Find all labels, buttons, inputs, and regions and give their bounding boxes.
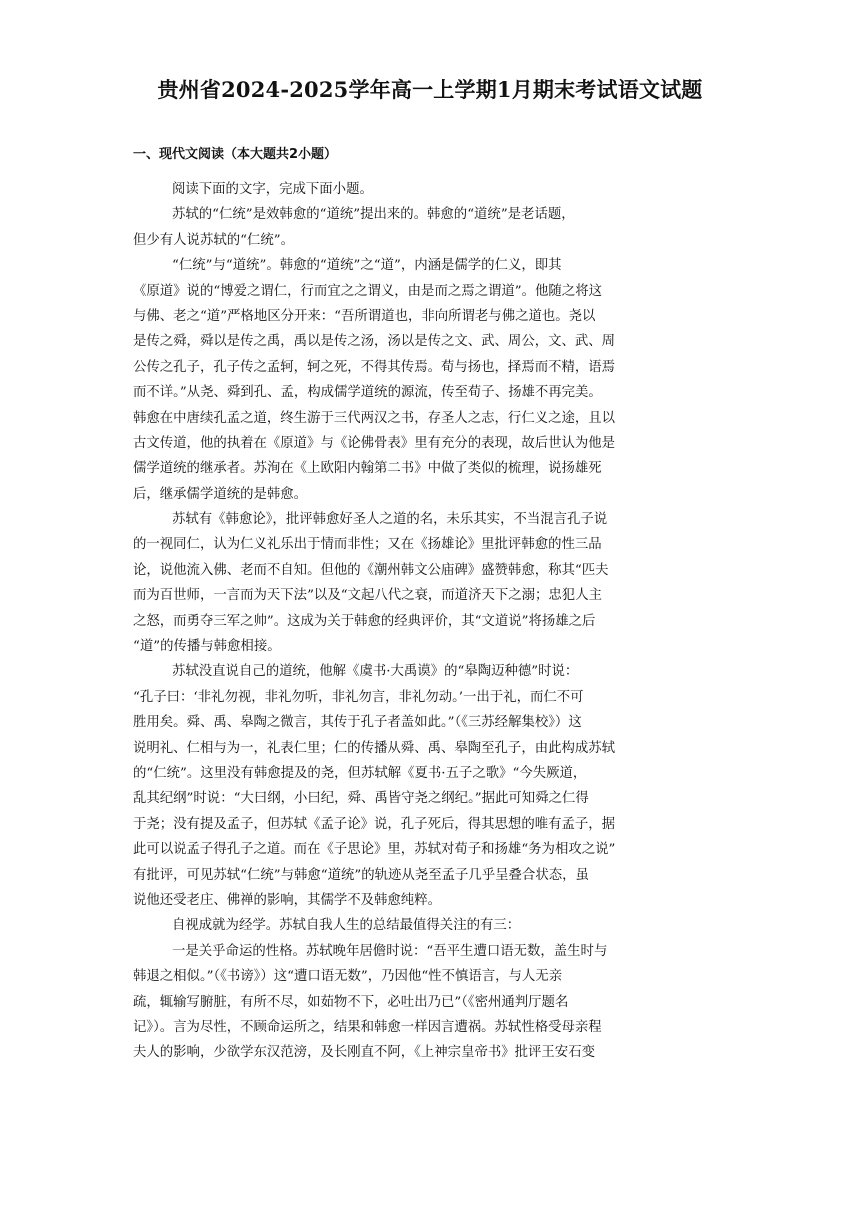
passage-line: 一是关乎命运的性格。苏轼晚年居儋时说：“吾平生遭口语无数，盖生时与	[172, 943, 608, 959]
passage-line: 自视成就为经学。苏轼自我人生的总结最值得关注的有三：	[172, 918, 521, 934]
passage-line: 后，继承儒学道统的是韩愈。	[133, 486, 308, 502]
passage-line: 阅读下面的文字，完成下面小题。	[172, 182, 373, 197]
passage-line: 而为百世师，一言而为天下法”以及“文起八代之衰，而道济天下之溺；忠犯人主	[133, 588, 602, 604]
reading-passage	[133, 177, 733, 1066]
passage-line: 说他还受老庄、佛禅的影响，其儒学不及韩愈纯粹。	[133, 892, 441, 908]
passage-line: 的一视同仁，认为仁义礼乐出于情而非性；又在《扬雄论》里批评韩愈的性三品	[133, 537, 602, 553]
passage-line: 记》）。言为尽性，不顾命运所之，结果和韩愈一样因言遭祸。苏轼性格受母亲程	[133, 1019, 602, 1035]
passage-line: 论，说他流入佛、老而不自知。但他的《潮州韩文公庙碑》盛赞韩愈，称其“匹夫	[133, 562, 609, 578]
passage-line: 胜用矣。舜、禹、皋陶之微言，其传于孔子者盖如此。”（《三苏经解集校》）这	[133, 715, 582, 731]
passage-line: 乱其纪纲”时说：“大曰纲，小曰纪，舜、禹皆守尧之纲纪。”据此可知舜之仁得	[133, 791, 589, 807]
passage-line: 但少有人说苏轼的“仁统”。	[133, 232, 294, 248]
passage-line: 此可以说孟子得孔子之道。而在《子思论》里，苏轼对荀子和扬雄“务为相攻之说”	[133, 842, 616, 858]
passage-line: “道”的传播与韩愈相接。	[133, 639, 281, 655]
passage-line: 苏轼没直说自己的道统，他解《虞书·大禹谟》的“皋陶迈种德”时说：	[172, 664, 579, 680]
passage-line: 韩退之相似。”（《书谤》）这“遭口语无数”，乃因他“性不慎语言，与人无亲	[133, 969, 563, 985]
passage-line: 与佛、老之“道”严格地区分开来：“吾所谓道也，非向所谓老与佛之道也。尧以	[133, 308, 596, 324]
passage-line: 说明礼、仁相与为一，礼表仁里；仁的传播从舜、禹、皋陶至孔子，由此构成苏轼	[133, 740, 616, 756]
passage-line: 疏，辄输写腑脏，有所不尽，如茹物不下，必吐出乃已”（《密州通判厅题名	[133, 994, 569, 1010]
passage-line: 有批评，可见苏轼“仁统”与韩愈“道统”的轨迹从尧至孟子几乎呈叠合状态，虽	[133, 867, 589, 883]
passage-line: “仁统”与“道统”。韩愈的“道统”之“道”，内涵是儒学的仁义，即其	[172, 258, 562, 274]
passage-line: 韩愈在中唐续孔孟之道，终生游于三代两汉之书，存圣人之志，行仁义之途，且以	[133, 410, 616, 426]
passage-line: 苏轼的“仁统”是效韩愈的“道统”提出来的。韩愈的“道统”是老话题，	[172, 207, 575, 223]
passage-line: 古文传道，他的执着在《原道》与《论佛骨表》里有充分的表现，故后世认为他是	[133, 435, 616, 451]
passage-line: 是传之舜，舜以是传之禹，禹以是传之汤，汤以是传之文、武、周公，文、武、周	[133, 334, 616, 350]
passage-line: 《原道》说的“博爱之谓仁，行而宜之之谓义，由是而之焉之谓道”。他随之将这	[133, 283, 602, 299]
passage-line: 之怒，而勇夺三军之帅”。这成为关于韩愈的经典评价，其“文道说”将扬雄之后	[133, 613, 596, 629]
passage-line: 于尧；没有提及孟子，但苏轼《孟子论》说，孔子死后，得其思想的唯有孟子，据	[133, 816, 616, 832]
section-heading: 一、现代文阅读（本大题共2小题）	[133, 147, 338, 162]
document-title: 贵州省2024-2025学年高一上学期1月期末考试语文试题	[157, 77, 703, 102]
passage-line: “孔子曰：‘非礼勿视，非礼勿听，非礼勿言，非礼勿动。’一出于礼，而仁不可	[133, 689, 584, 705]
passage-line: 儒学道统的继承者。苏洵在《上欧阳内翰第二书》中做了类似的梳理，说扬雄死	[133, 461, 602, 477]
passage-line: 夫人的影响，少欲学东汉范滂，及长刚直不阿，《上神宗皇帝书》批评王安石变	[133, 1045, 595, 1061]
passage-line: 而不详。”从尧、舜到孔、孟，构成儒学道统的源流，传至荀子、扬雄不再完美。	[133, 385, 602, 401]
passage-line: 苏轼有《韩愈论》，批评韩愈好圣人之道的名，未乐其实，不当混言孔子说	[172, 512, 608, 528]
passage-line: 公传之孔子，孔子传之孟轲，轲之死，不得其传焉。荀与扬也，择焉而不精，语焉	[133, 359, 616, 375]
passage-line: 的“仁统”。这里没有韩愈提及的尧，但苏轼解《夏书·五子之歌》“今失厥道，	[133, 765, 587, 781]
